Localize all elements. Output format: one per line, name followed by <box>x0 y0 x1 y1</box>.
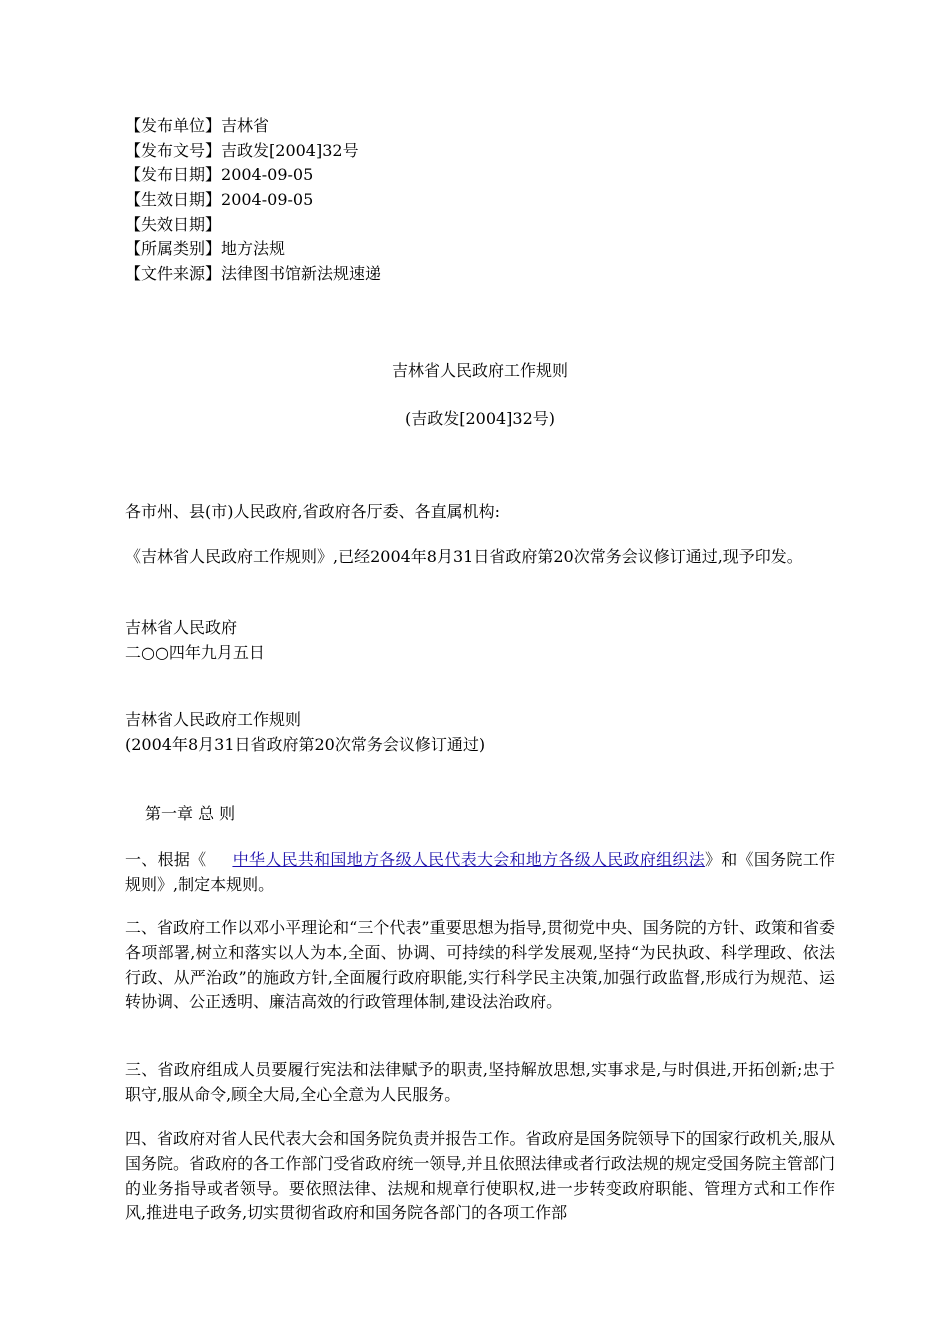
rules-heading <box>125 708 835 757</box>
meta-source <box>125 262 835 287</box>
meta-doc-number <box>125 139 835 164</box>
chapter-title: 第一章 总 则 <box>145 804 236 823</box>
document-number: (吉政发[2004]32号) <box>404 409 556 428</box>
meta-effective-date <box>125 188 835 213</box>
meta-value: 法律图书馆新法规速递 <box>221 264 382 284</box>
meta-label: 【失效日期】 <box>125 214 222 234</box>
recipients-line: 各市州、县(市)人民政府,省政府各厅委、各直属机构: <box>125 502 500 521</box>
issuer-signature <box>125 616 835 665</box>
meta-issuer <box>125 114 835 139</box>
meta-label: 【发布日期】 <box>125 165 222 185</box>
meta-value: 吉林省 <box>221 116 270 135</box>
meta-label: 【发布单位】 <box>125 116 222 135</box>
organic-law-link[interactable]: 中华人民共和国地方各级人民代表大会和地方各级人民政府组织法 <box>232 850 705 869</box>
article-1 <box>125 848 835 898</box>
article-1-suffix: 》和《国务院工作规则》,制定本规则。 <box>125 850 835 894</box>
meta-label: 【生效日期】 <box>125 190 222 210</box>
article-2: 二、省政府工作以邓小平理论和“三个代表”重要思想为指导,贯彻党中央、国务院的方针、政策和省委各项部署,树立和落实以人为本,全面、协调、可持续的科学发展观,坚持“为民执政、科学理政、依法行政、从严治政”的施政方针,全面履行政府职能,实行科学民主决策,加强行政监督,形成行为规范、运转协调、公正透明、廉洁高效的行政管理体制,建设法治政府。 <box>125 918 835 1012</box>
article-1-prefix: 一、根据《 <box>125 850 207 869</box>
document-metadata <box>125 114 835 287</box>
notice-paragraph: 《吉林省人民政府工作规则》,已经2004年8月31日省政府第20次常务会议修订通过,现予印发。 <box>125 547 803 566</box>
rules-subtitle: (2004年8月31日省政府第20次常务会议修订通过) <box>125 734 486 754</box>
article-4: 四、省政府对省人民代表大会和国务院负责并报告工作。省政府是国务院领导下的国家行政机关,服从国务院。省政府的各工作部门受省政府统一领导,并且依照法律或者行政法规的规定受国务院主管部门的业务指导或者领导。要依照法律、法规和规章行使职权,进一步转变政府职能、管理方式和工作作风,推进电子政务,切实贯彻省政府和国务院各部门的各项工作部 <box>125 1129 835 1223</box>
meta-value: 2004-09-05 <box>221 190 314 210</box>
issuer-name: 吉林省人民政府 <box>125 618 238 637</box>
meta-publish-date <box>125 163 835 188</box>
article-3: 三、省政府组成人员要履行宪法和法律赋予的职责,坚持解放思想,实事求是,与时俱进,开拓创新;忠于职守,服从命令,顾全大局,全心全意为人民服务。 <box>125 1060 835 1104</box>
rules-title: 吉林省人民政府工作规则 <box>125 710 302 729</box>
meta-expiry-date <box>125 213 835 238</box>
chapter-heading <box>125 802 835 827</box>
meta-label: 【所属类别】 <box>125 239 222 259</box>
meta-value: 吉政发[2004]32号 <box>221 140 359 160</box>
meta-value: 2004-09-05 <box>221 165 314 185</box>
meta-label: 【发布文号】 <box>125 140 222 160</box>
document-title: 吉林省人民政府工作规则 <box>391 361 568 380</box>
meta-category <box>125 237 835 262</box>
issue-date: 二○○四年九月五日 <box>125 642 265 662</box>
meta-value: 地方法规 <box>221 239 286 259</box>
meta-label: 【文件来源】 <box>125 264 222 284</box>
